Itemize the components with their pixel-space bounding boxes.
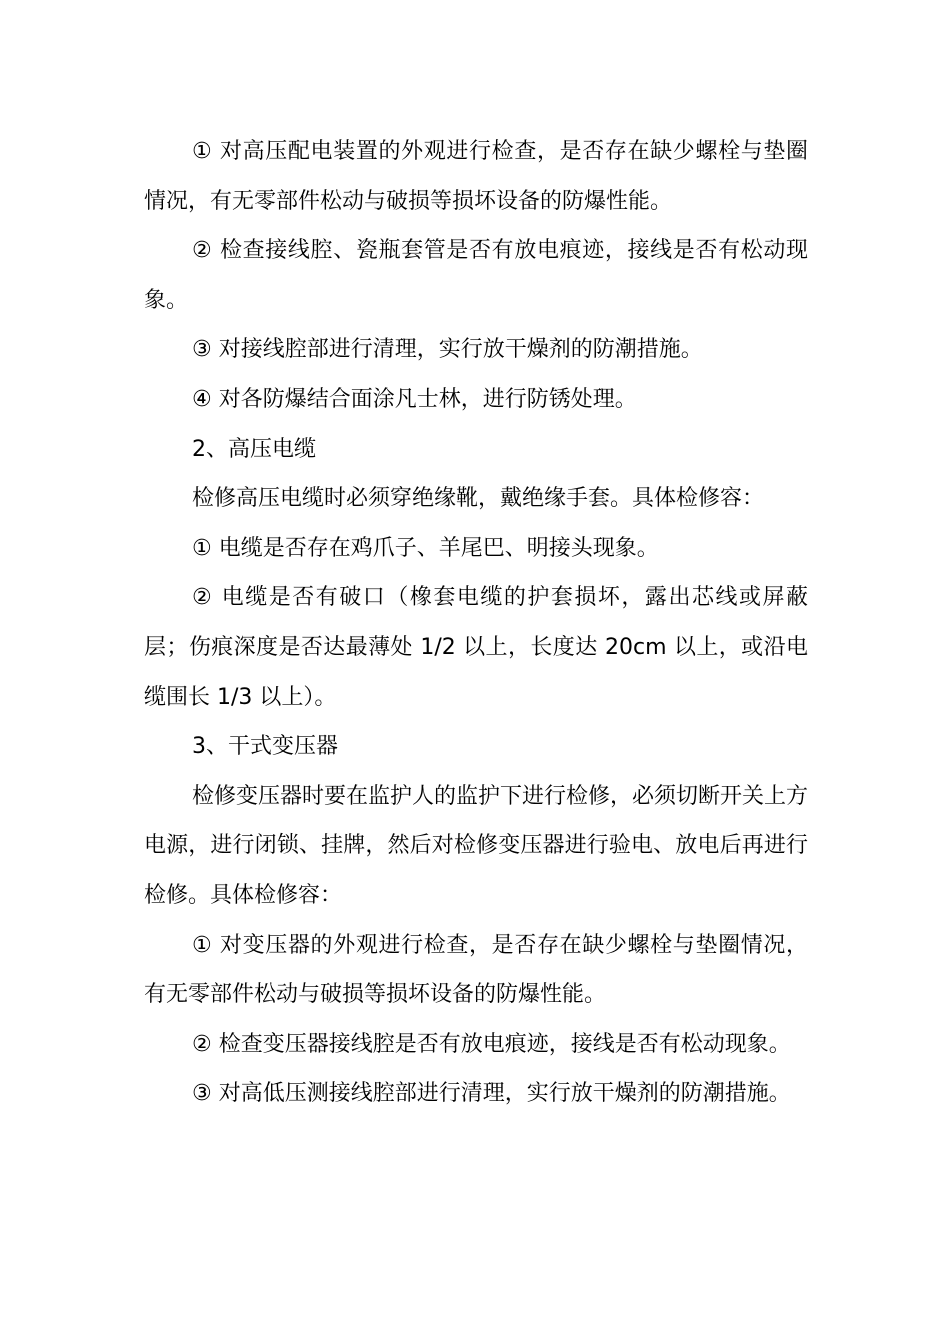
- paragraph-transformer-cleaning: ③ 对高低压测接线腔部进行清理，实行放干燥剂的防潮措施。: [192, 1081, 791, 1107]
- paragraph-cable-joints: ① 电缆是否存在鸡爪子、羊尾巴、明接头现象。: [192, 535, 659, 561]
- paragraph-transformer-safety: 检修变压器时要在监护人的监护下进行检修，必须切断开关上方电源，进行闭锁、挂牌，然后对检修变压器进行验电、放电后再进行检修。具体检修容：: [144, 783, 809, 908]
- paragraph-cable-damage: ② 电缆是否有破口（橡套电缆的护套损坏，露出芯线或屏蔽层；伤痕深度是否达最薄处 1/2 以上，长度达 20cm 以上，或沿电缆围长 1/3 以上）。: [144, 585, 808, 710]
- document-body: [144, 127, 808, 1119]
- paragraph-transformer-exterior: ① 对变压器的外观进行检查，是否存在缺少螺栓与垫圈情况，有无零部件松动与破损等损坏设备的防爆性能。: [144, 932, 808, 1008]
- paragraph-hv-switchgear-inspection: ① 对高压配电装置的外观进行检查，是否存在缺少螺栓与垫圈情况，有无零部件松动与破损等损坏设备的防爆性能。: [144, 139, 808, 214]
- paragraph-terminal-box-discharge: ② 检查接线腔、瓷瓶套管是否有放电痕迹，接线是否有松动现象。: [144, 238, 808, 313]
- section-heading-dry-transformer: 3、干式变压器: [192, 734, 338, 760]
- section-heading-hv-cable: 2、高压电缆: [192, 436, 316, 462]
- paragraph-terminal-box-cleaning: ③ 对接线腔部进行清理，实行放干燥剂的防潮措施。: [192, 337, 703, 363]
- paragraph-transformer-discharge: ② 检查变压器接线腔是否有放电痕迹，接线是否有松动现象。: [192, 1031, 791, 1057]
- paragraph-cable-safety: 检修高压电缆时必须穿绝缘靴，戴绝缘手套。具体检修容：: [192, 486, 765, 512]
- paragraph-rust-prevention: ④ 对各防爆结合面涂凡士林，进行防锈处理。: [192, 386, 637, 412]
